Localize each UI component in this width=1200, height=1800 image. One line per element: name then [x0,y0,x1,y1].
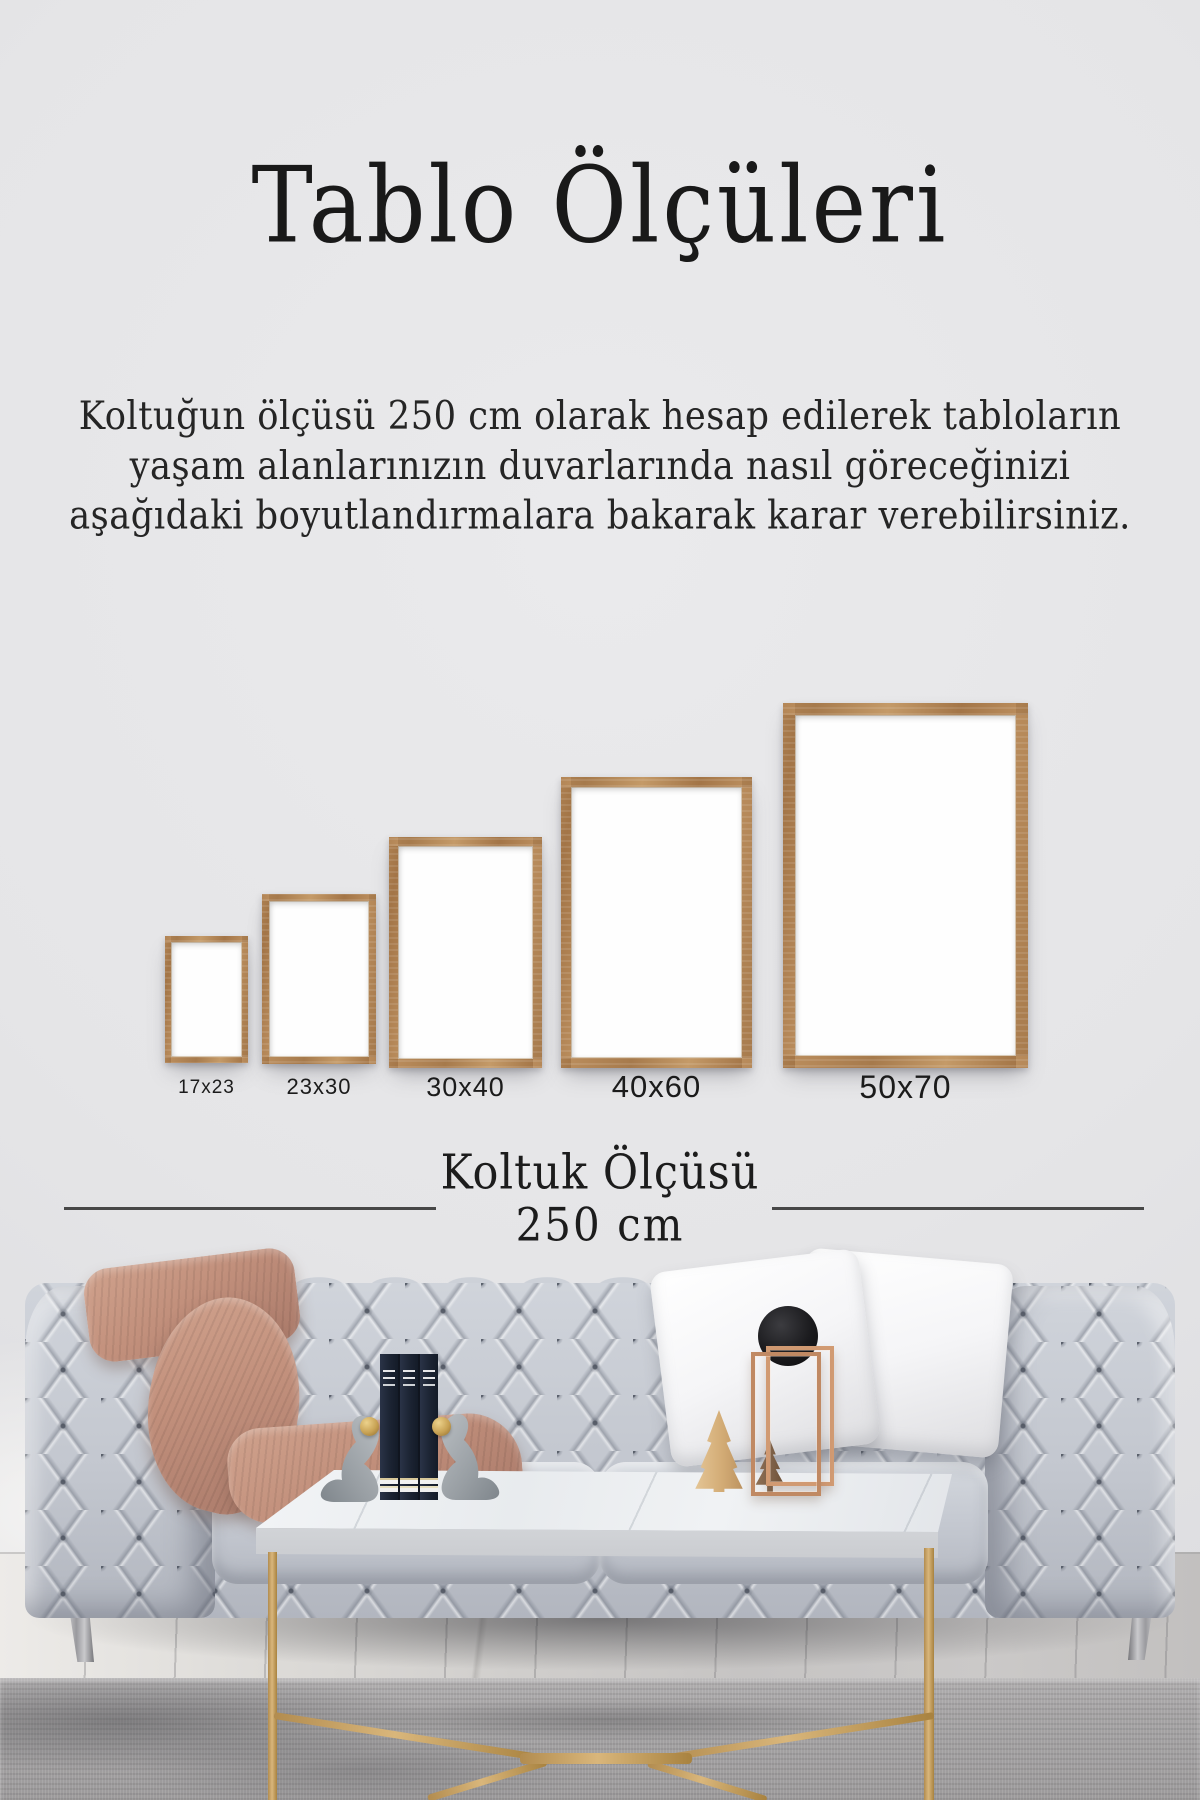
sofa-measure-heading: Koltuk Ölçüsü [440,1145,760,1201]
bookend-gold-ball-left [360,1417,379,1436]
sofa-measure-value: 250 cm [515,1197,685,1252]
frame-canvas-blank [171,942,242,1057]
size-label-23x30: 23x30 [286,1074,352,1099]
frame-canvas-blank [795,715,1016,1056]
page-title: Tablo Ölçüleri [251,144,949,267]
book-spine [400,1354,418,1500]
description-line-3: aşağıdaki boyutlandırmalara bakarak karar verebilirsiniz. [69,494,1131,539]
picture-frame-30x40 [389,837,542,1068]
picture-frame-50x70 [783,703,1028,1068]
sofa-arm-right [985,1286,1175,1618]
bookend-gold-ball-right [432,1417,451,1436]
frame-canvas-blank [571,787,742,1058]
description-paragraph [12,392,1188,541]
table-leg-left [268,1552,277,1800]
table-brace-center [520,1753,692,1764]
size-label-30x40: 30x40 [426,1072,505,1102]
size-label-50x70: 50x70 [859,1069,952,1105]
frame-canvas-blank [269,901,369,1057]
size-label-40x60: 40x60 [611,1069,702,1104]
description-line-1: Koltuğun ölçüsü 250 cm olarak hesap edilerek tabloların [78,394,1122,439]
table-leg-right [924,1548,934,1800]
table-shadow [250,1692,970,1748]
copper-lantern-frame [751,1352,821,1496]
size-label-17x23: 17x23 [178,1077,235,1098]
picture-frame-40x60 [561,777,752,1068]
picture-frame-23x30 [262,894,376,1064]
picture-frame-17x23 [165,936,248,1063]
book-stack [380,1354,438,1500]
frame-canvas-blank [398,846,533,1059]
description-line-2: yaşam alanlarınızın duvarlarında nasıl göreceğinizi [129,444,1071,489]
